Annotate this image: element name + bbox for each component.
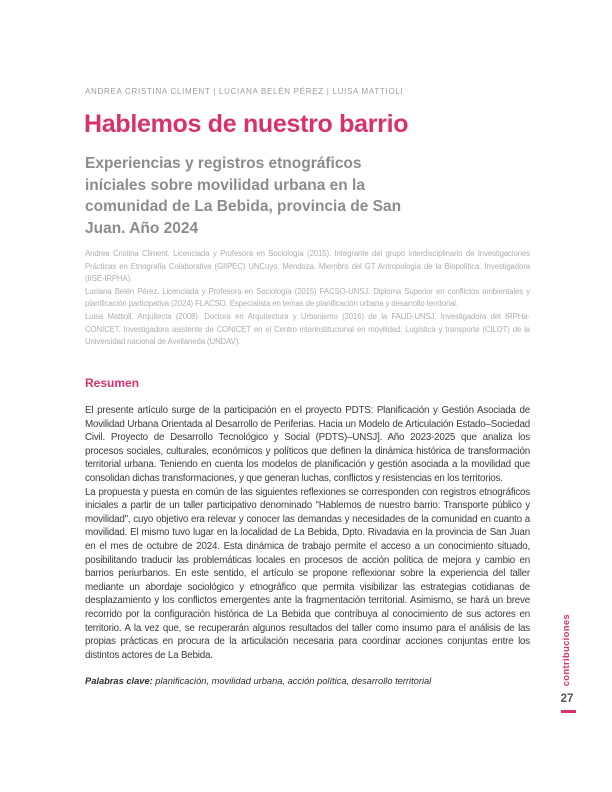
keywords-line [85,676,530,686]
subtitle-line: comunidad de La Bebida, provincia de San [85,198,402,215]
subtitle-line: Experiencias y registros etnográficos [85,155,362,172]
article-title: Hablemos de nuestro barrio [84,110,409,138]
author-bio: Andrea Cristina Climent. Licenciada y Profesora en Sociología (2015). Integrante del grupo interdisciplinario de Investigaciones Prácticas en Etnografía Colaborativa (GIIPEC) UNCuyo. Mendoza. Miembro del GT Antropología de la Biopolítica. Investigadora (IISE-IRPHA). [85,249,530,284]
sidebar-section-label: contribuciones [560,613,572,687]
article-subtitle [85,153,445,239]
keywords-text: planificación, movilidad urbana, acción política, desarrollo territorial [152,676,432,686]
sidebar-section-tab [556,613,576,687]
subtitle-line: Juan. Año 2024 [85,219,199,237]
abstract-paragraph: El presente artículo surge de la participación en el proyecto PDTS: Planificación y Gestión Asociada de Movilidad Urbana Orientada al Desarrollo de Periferias. Hacia un Modelo de Articulación Estado–Sociedad Civil. Proyecto de Desarrollo Tecnológico y Social (PDTS)–UNSJ]. Año 2023-2025 que analiza los procesos sociales, culturales, económicos y políticos que definen la dinámica histórica de transformación territorial urbana. Teniendo en cuenta los modelos de planificación y gestión asociada a la movilidad que consolidan dichas transformaciones, y que generan luchas, conflictos y resistencias en los territorios. [85,405,530,484]
subtitle-line: iníciales sobre movilidad urbana en la [85,176,365,194]
page-number-accent-bar [561,710,576,713]
page-number: 27 [560,693,574,705]
author-bio: Luisa Mattioli. Arquitecta (2008). Doctora en Arquitectura y Urbanismo (2016) de la FAUD-UNSJ. Investigadora del IRPHa-CONICET. Investigadora asistente de CONICET en el Centro interinstitucional en movilidad, Logística y transporte (CILOT) de la Universidad nacional de Avellaneda (UNDAV). [85,311,530,347]
author-bios [85,248,530,349]
abstract-paragraph: La propuesta y puesta en común de las siguientes reflexiones se corresponden con registros etnográficos iniciales a partir de un taller participativo denominado "Hablemos de nuestro barrio: Transporte público y movilidad", cuyo objetivo era relevar y conocer las demandas y necesidades de la comunidad en cuanto a movilidad. El mismo tuvo lugar en la localidad de La Bebida, Dpto. Rivadavia en la provincia de San Juan en el mes de octubre de 2024. Esta dinámica de trabajo permite el acceso a un conocimiento situado, posibilitando traducir las problemáticas locales en procesos de acción política de mejora y cambio en barrios periurbanos. En este sentido, el artículo se propone reflexionar sobre la experiencia del taller mediante un abordaje sociológico y etnográfico que permita visibilizar las estrategias cotidianas de desplazamiento y los conflictos emergentes ante la fragmentación territorial. Asimismo, se hará un breve recorrido por la configuración histórica de La Bebida que contribuya al conocimiento de sus actores en territorio. A la vez que, se recuperarán algunos resultados del taller como insumo para el análisis de las propias prácticas en procura de la articulación necesaria para coordinar acciones conjuntas entre los distintos actores de La Bebida. [85,486,530,661]
abstract-text [85,404,530,662]
author-bio: Luciana Belén Pérez. Licenciada y Profesora en Sociología (2015) FACSO-UNSJ. Diploma Superior en conflictos ambientales y planificación participativa (2024) FLACSO. Especialista en temas de planificación urbana y desarrollo territorial. [85,286,530,309]
authors-line: ANDREA CRISTINA CLIMENT | LUCIANA BELÉN PÉREZ | LUISA MATTIOLI [85,87,404,96]
section-heading-resumen: Resumen [85,376,140,390]
keywords-label: Palabras clave: [85,676,153,686]
